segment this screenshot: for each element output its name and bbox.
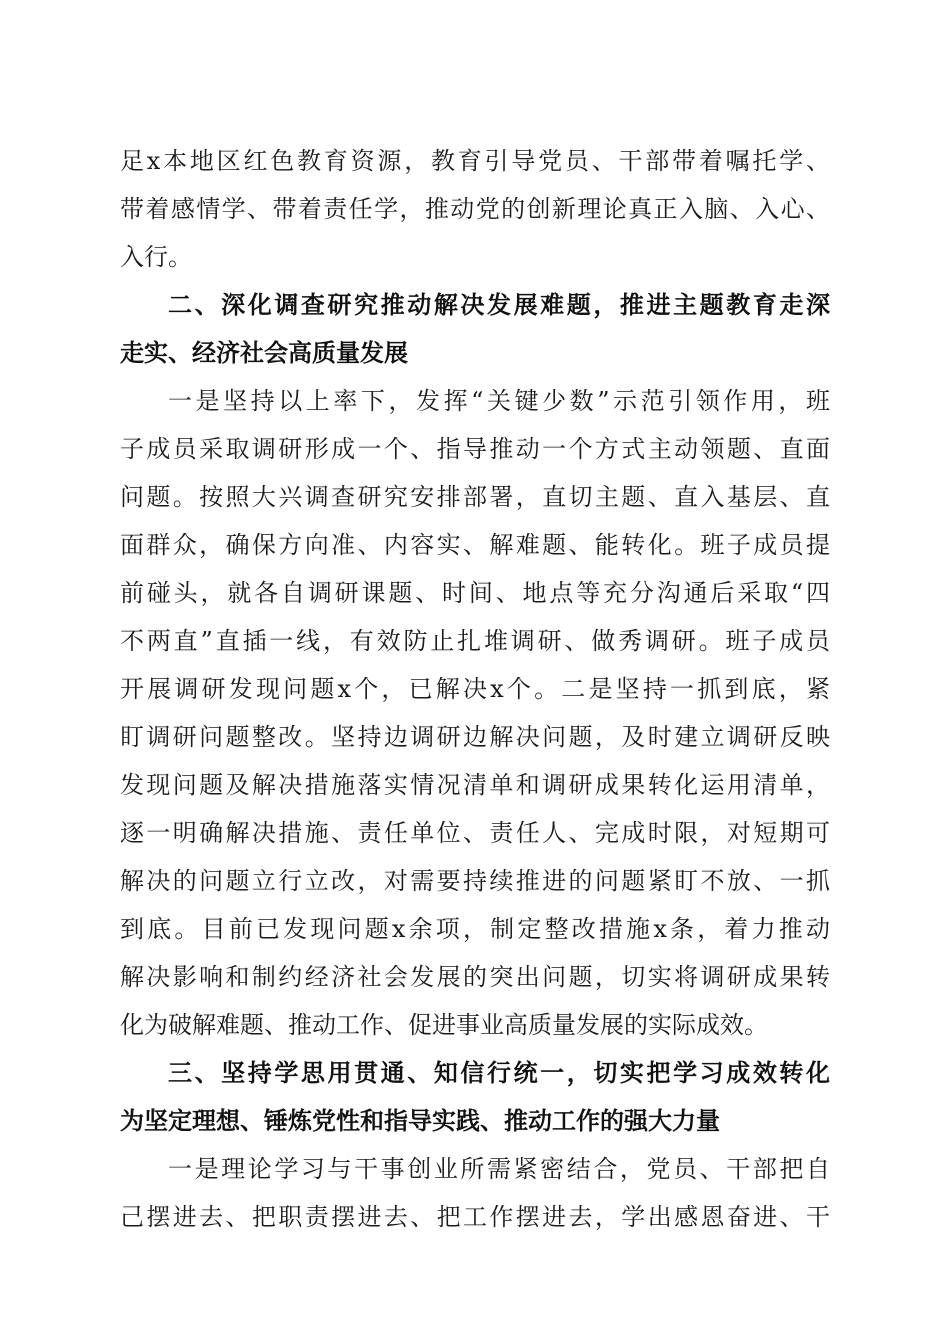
body-text-line: 发现问题及解决措施落实情况清单和调研成果转化运用清单，	[120, 771, 830, 799]
body-text-line: 前碰头，就各自调研课题、时间、地点等充分沟通后采取“四	[120, 579, 830, 607]
body-text-line: 化为破解难题、推动工作、促进事业高质量发展的实际成效。	[120, 1011, 768, 1039]
section-heading-2: 二、深化调查研究推动解决发展难题，推进主题教育走深	[168, 291, 830, 319]
body-text-line: 足x本地区红色教育资源，教育引导党员、干部带着嘱托学、	[120, 147, 830, 175]
body-text-line: 盯调研问题整改。坚持边调研边解决问题，及时建立调研反映	[120, 723, 830, 751]
body-text-line: 入行。	[120, 243, 192, 271]
body-text-line: 不两直”直插一线，有效防止扎堆调研、做秀调研。班子成员	[120, 627, 830, 655]
body-text-line: 开展调研发现问题x个，已解决x个。二是坚持一抓到底，紧	[120, 675, 830, 703]
body-text-line: 子成员采取调研形成一个、指导推动一个方式主动领题、直面	[120, 435, 830, 463]
body-text-line: 己摆进去、把职责摆进去、把工作摆进去，学出感恩奋进、干	[120, 1203, 830, 1231]
body-text-line: 解决影响和制约经济社会发展的突出问题，切实将调研成果转	[120, 963, 830, 991]
section-heading-3: 三、坚持学思用贯通、知信行统一，切实把学习成效转化	[168, 1059, 830, 1087]
section-heading-2-continued: 走实、经济社会高质量发展	[120, 339, 408, 367]
body-text-line: 解决的问题立行立改，对需要持续推进的问题紧盯不放、一抓	[120, 867, 830, 895]
body-text-line: 逐一明确解决措施、责任单位、责任人、完成时限，对短期可	[120, 819, 830, 847]
section-heading-3-continued: 为坚定理想、锤炼党性和指导实践、推动工作的强大力量	[120, 1107, 720, 1135]
body-text-line: 到底。目前已发现问题x余项，制定整改措施x条，着力推动	[120, 915, 830, 943]
body-text-line: 面群众，确保方向准、内容实、解难题、能转化。班子成员提	[120, 531, 830, 559]
body-text-line: 问题。按照大兴调查研究安排部署，直切主题、直入基层、直	[120, 483, 830, 511]
paragraph-first-line: 一是理论学习与干事创业所需紧密结合，党员、干部把自	[168, 1155, 830, 1183]
body-text-line: 带着感情学、带着责任学，推动党的创新理论真正入脑、入心、	[120, 195, 830, 223]
paragraph-first-line: 一是坚持以上率下，发挥“关键少数”示范引领作用，班	[168, 387, 830, 415]
